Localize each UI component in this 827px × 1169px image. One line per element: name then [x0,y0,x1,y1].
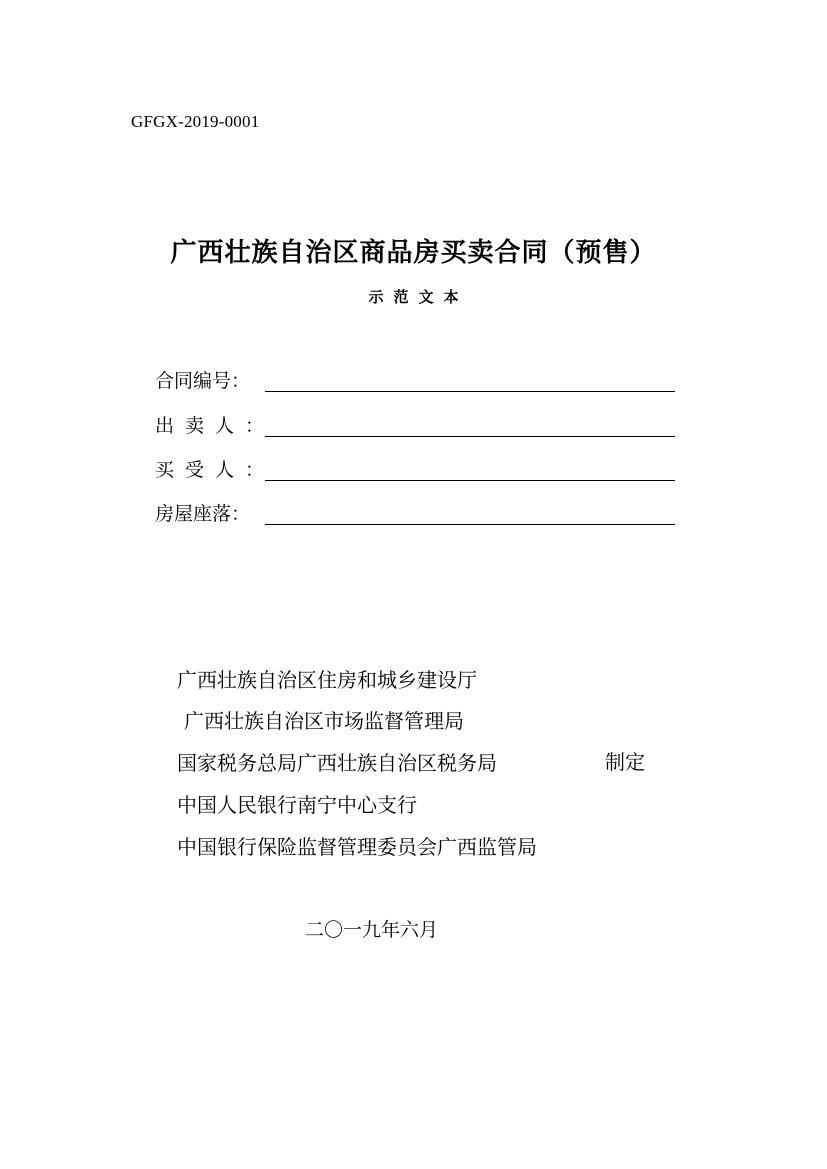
document-title: 广西壮族自治区商品房买卖合同（预售） [170,238,657,268]
document-subtitle: 示范文本 [368,288,469,306]
property-location-blank[interactable] [265,504,675,525]
issue-date: 二〇一九年六月 [305,919,439,941]
issuer-housing-department: 广西壮族自治区住房和城乡建设厅 [177,668,477,692]
buyer-blank[interactable] [265,460,675,481]
issuer-tax-bureau: 国家税务总局广西壮族自治区税务局 [177,751,497,775]
seller-field [155,413,675,439]
issuer-peoples-bank: 中国人民银行南宁中心支行 [177,793,417,817]
issuer-market-regulation: 广西壮族自治区市场监督管理局 [184,709,464,733]
contract-number-blank[interactable] [265,371,675,392]
seller-blank[interactable] [265,416,675,437]
buyer-label: 买受人： [155,459,276,481]
seller-label: 出卖人： [155,415,276,437]
contract-number-label: 合同编号： [155,370,251,392]
made-by-label: 制定 [605,750,645,774]
property-location-label: 房屋座落： [155,503,251,525]
property-location-field [155,501,675,527]
document-code: GFGX-2019-0001 [131,112,260,131]
contract-number-field [155,368,675,394]
issuer-banking-insurance-regulator: 中国银行保险监督管理委员会广西监管局 [177,835,537,859]
buyer-field [155,457,675,483]
